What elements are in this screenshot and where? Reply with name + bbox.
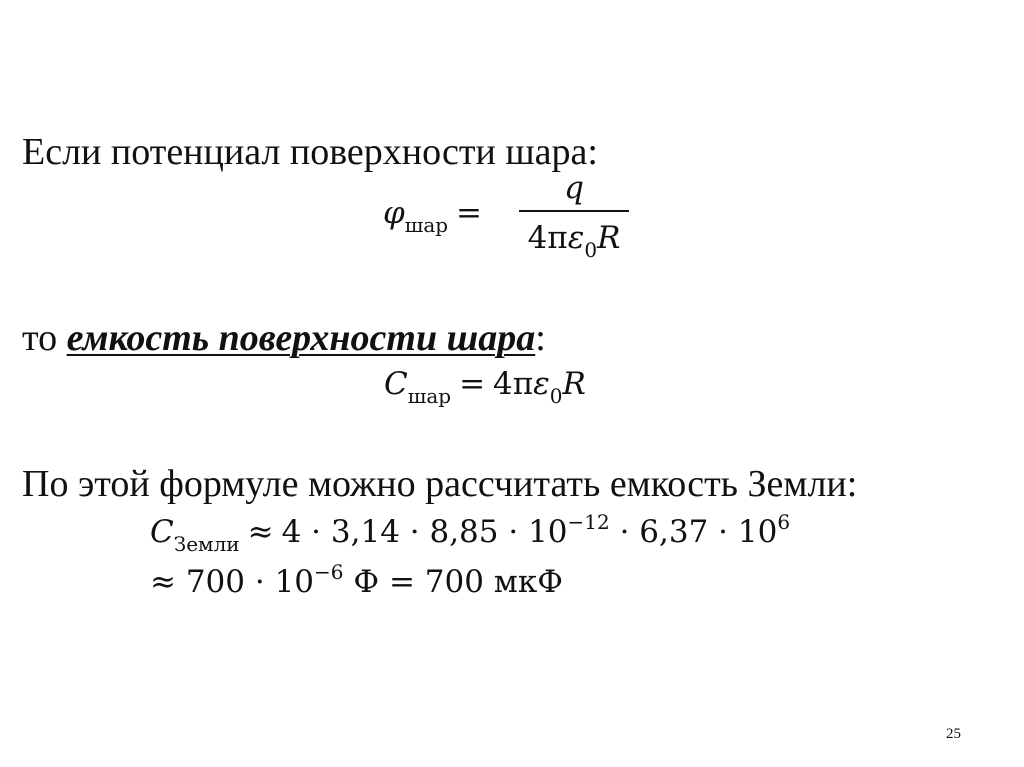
phi-equals: =	[456, 195, 483, 231]
earth-product-2: · 6,37 · 10	[609, 514, 778, 550]
result-tail: Ф = 700 мкФ	[343, 564, 564, 600]
earth-exponent-1: −12	[567, 510, 610, 534]
c-rhs-coeff: 4π	[493, 366, 534, 402]
result-value: 700 · 10	[175, 564, 315, 600]
earth-c-subscript: Земли	[173, 532, 240, 556]
den-coeff: 4π	[527, 220, 568, 256]
capacity-formula	[384, 364, 586, 407]
c-subscript: шар	[407, 384, 452, 408]
c-symbol: C	[384, 366, 408, 402]
intro-text: Если потенциал поверхности шара:	[22, 131, 598, 173]
fraction-bar	[519, 210, 629, 212]
earth-capacity-formula	[150, 512, 790, 555]
c-rhs-epsilon-sub: 0	[549, 384, 563, 408]
den-radius: R	[597, 220, 621, 256]
capacity-prefix: то	[22, 317, 67, 359]
den-epsilon-sub: 0	[584, 238, 598, 262]
result-exponent: −6	[314, 560, 344, 584]
c-equals: =	[459, 366, 486, 402]
phi-formula-lhs	[383, 193, 490, 236]
capacity-suffix: :	[535, 317, 546, 359]
earth-approx: ≈	[247, 514, 274, 550]
phi-symbol: φ	[383, 195, 405, 231]
result-approx: ≈	[150, 564, 176, 600]
c-rhs-radius: R	[562, 366, 586, 402]
den-epsilon: ε	[567, 220, 585, 256]
fraction-denominator	[519, 220, 629, 262]
earth-product: 4 · 3,14 · 8,85 · 10	[281, 514, 568, 550]
fraction-numerator: q	[564, 170, 584, 206]
capacity-emphasis: емкость поверхности шара	[66, 317, 536, 359]
earth-c-symbol: C	[150, 514, 174, 550]
capacity-statement	[22, 316, 546, 360]
page-number: 25	[946, 726, 961, 742]
c-rhs-epsilon: ε	[533, 366, 550, 402]
earth-intro-text: По этой формуле можно рассчитать емкость Земли:	[22, 463, 858, 505]
phi-subscript: шар	[404, 213, 449, 237]
earth-exponent-2: 6	[777, 510, 791, 534]
earth-capacity-result	[150, 562, 563, 605]
